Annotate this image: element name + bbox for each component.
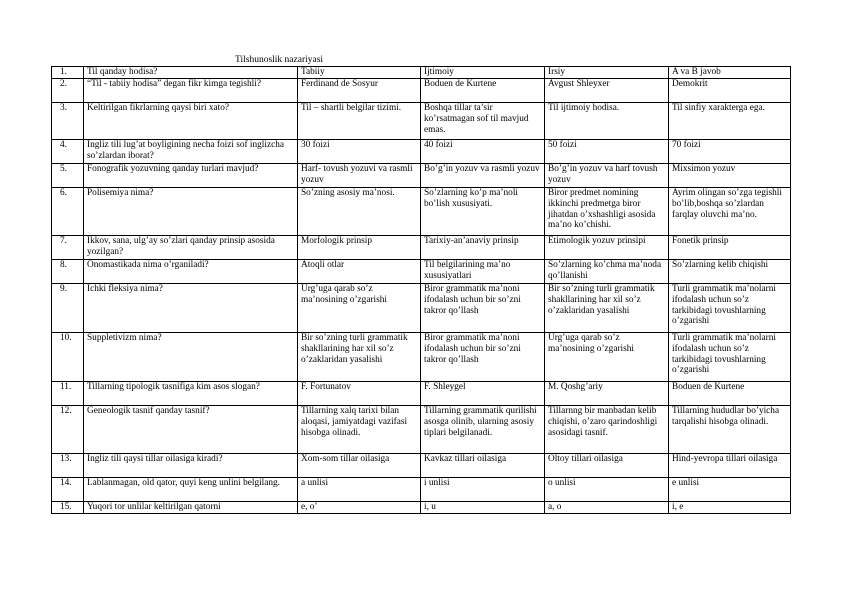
table-row: [52, 67, 791, 79]
question-text: Ichki fleksiya nima?: [84, 284, 298, 333]
option-c: Bir so’zning turli grammatik shakllarining har xil so’z o’zaklaridan yasalishi: [545, 284, 669, 333]
question-text: Geneologik tasnif qanday tasnif?: [84, 406, 298, 454]
question-text: Polisemiya nima?: [84, 188, 298, 236]
table-row: [52, 284, 791, 333]
option-b: Biror grammatik ma’noni ifodalash uchun bir so’zni takror qo’llash: [421, 284, 545, 333]
option-c: Bo’g’in yozuv va harf tovush yozuv: [545, 164, 669, 188]
table-row: [52, 478, 791, 502]
question-text: Suppletivizm nima?: [84, 333, 298, 382]
option-a: Tabiiy: [298, 67, 421, 79]
table-row: [52, 236, 791, 260]
option-d: Turli grammatik ma’nolarni ifodalash uchun so’z tarkibidagi tovushlarning o’zgarishi: [669, 333, 791, 382]
quiz-table: [51, 66, 791, 514]
option-a: Morfologik prinsip: [298, 236, 421, 260]
question-number: 14.: [52, 478, 84, 502]
option-c: Til ijtimoiy hodisa.: [545, 103, 669, 140]
option-a: Atoqli otlar: [298, 260, 421, 284]
question-number: 4.: [52, 140, 84, 164]
question-number: 5.: [52, 164, 84, 188]
option-c: Irsiy: [545, 67, 669, 79]
question-number: 8.: [52, 260, 84, 284]
option-b: Tillarning grammatik qurilishi asosga olinib, ularning asosiy tiplari belgilanadi.: [421, 406, 545, 454]
option-a: Bir so’zning turli grammatik shakllarining har xil so’z o’zaklaridan yasalishi: [298, 333, 421, 382]
option-c: Urg’uga qarab so’z ma’nosining o’zgarishi: [545, 333, 669, 382]
option-c: M. Qoshg’ariy: [545, 382, 669, 406]
table-row: [52, 164, 791, 188]
question-number: 10.: [52, 333, 84, 382]
option-a: e, o’: [298, 502, 421, 514]
option-a: Harf- tovush yozuvi va rasmli yozuv: [298, 164, 421, 188]
option-d: Ayrim olingan so’zga tegishli bo’lib,boshqa so’zlardan farqlay oluvchi ma’no.: [669, 188, 791, 236]
option-d: Boduen de Kurtene: [669, 382, 791, 406]
option-c: Tillarnng bir manbadan kelib chiqishi, o’zaro qarindoshligi asosidagi tasnif.: [545, 406, 669, 454]
question-number: 12.: [52, 406, 84, 454]
option-a: Ferdinand de Sosyur: [298, 79, 421, 103]
question-number: 3.: [52, 103, 84, 140]
option-b: Tarixiy-an’anaviy prinsip: [421, 236, 545, 260]
option-d: A va B javob: [669, 67, 791, 79]
table-row: [52, 333, 791, 382]
option-a: Tillarning xalq tarixi bilan aloqasi, jamiyatdagi vazifasi hisobga olinadi.: [298, 406, 421, 454]
option-c: Avgust Shleyxer: [545, 79, 669, 103]
option-b: Boshqa tillar ta’sir ko’rsatmagan sof til mavjud emas.: [421, 103, 545, 140]
option-d: Mixsimon yozuv: [669, 164, 791, 188]
question-text: Til qanday hodisa?: [84, 67, 298, 79]
option-a: F. Fortunatov: [298, 382, 421, 406]
option-a: Urg’uga qarab so’z ma’nosining o’zgarishi: [298, 284, 421, 333]
option-b: F. Shleygel: [421, 382, 545, 406]
option-d: Tillarning hududlar bo’yicha tarqalishi hisobga olinadi.: [669, 406, 791, 454]
option-d: Til sinfiy xarakterga ega.: [669, 103, 791, 140]
option-c: 50 foizi: [545, 140, 669, 164]
question-number: 9.: [52, 284, 84, 333]
table-row: [52, 103, 791, 140]
question-text: Ikkov, sana, ulg’ay so’zlari qanday prinsip asosida yozilgan?: [84, 236, 298, 260]
table-row: [52, 454, 791, 478]
question-text: Onomastikada nima o’rganiladi?: [84, 260, 298, 284]
option-d: Fonetik prinsip: [669, 236, 791, 260]
option-b: Boduen de Kurtene: [421, 79, 545, 103]
option-a: 30 foizi: [298, 140, 421, 164]
option-b: 40 foizi: [421, 140, 545, 164]
option-a: a unlisi: [298, 478, 421, 502]
question-number: 13.: [52, 454, 84, 478]
table-row: [52, 140, 791, 164]
table-row: [52, 502, 791, 514]
question-text: “Til - tabiiy hodisa” degan fikr kimga tegishli?: [84, 79, 298, 103]
option-d: Demokrit: [669, 79, 791, 103]
table-row: [52, 188, 791, 236]
question-number: 15.: [52, 502, 84, 514]
table-row: [52, 406, 791, 454]
question-text: Keltirilgan fikrlarning qaysi biri xato?: [84, 103, 298, 140]
option-c: Etimologik yozuv prinsipi: [545, 236, 669, 260]
question-text: Ingliz tili qaysi tillar oilasiga kiradi?: [84, 454, 298, 478]
option-a: Xom-som tillar oilasiga: [298, 454, 421, 478]
question-number: 11.: [52, 382, 84, 406]
question-number: 7.: [52, 236, 84, 260]
option-d: e unlisi: [669, 478, 791, 502]
option-d: Hind-yevropa tillari oilasiga: [669, 454, 791, 478]
option-b: i unlisi: [421, 478, 545, 502]
question-number: 6.: [52, 188, 84, 236]
option-b: i, u: [421, 502, 545, 514]
option-b: So’zlarning ko’p ma’noli bo’lish xususiyati.: [421, 188, 545, 236]
option-d: Turli grammatik ma’nolarni ifodalash uchun so’z tarkibidagi tovushlarning o’zgarishi: [669, 284, 791, 333]
question-text: Tillarning tipologik tasnifiga kim asos slogan?: [84, 382, 298, 406]
option-b: Til belgilarining ma’no xususiyatlari: [421, 260, 545, 284]
option-b: Biror grammatik ma’noni ifodalash uchun bir so’zni takror qo’llash: [421, 333, 545, 382]
option-a: Til – shartli belgilar tizimi.: [298, 103, 421, 140]
question-text: Yuqori tor unlilar keltirilgan qatorni: [84, 502, 298, 514]
page-title: Tilshunoslik nazariyasi: [235, 55, 324, 65]
question-number: 1.: [52, 67, 84, 79]
option-b: Bo’g’in yozuv va rasmli yozuv: [421, 164, 545, 188]
question-text: Ingliz tili lug’at boyligining necha foizi sof inglizcha so’zlardan iborat?: [84, 140, 298, 164]
option-c: a, o: [545, 502, 669, 514]
question-text: Fonografik yozuvning qanday turlari mavjud?: [84, 164, 298, 188]
option-d: 70 foizi: [669, 140, 791, 164]
option-d: i, e: [669, 502, 791, 514]
option-c: Oltoy tillari oilasiga: [545, 454, 669, 478]
table-row: [52, 260, 791, 284]
option-b: Kavkaz tillari oilasiga: [421, 454, 545, 478]
question-text: Lablanmagan, old qator, quyi keng unlini belgilang.: [84, 478, 298, 502]
option-a: So’zning asosiy ma’nosi.: [298, 188, 421, 236]
option-d: So’zlarning kelib chiqishi: [669, 260, 791, 284]
option-c: Biror predmet nomining ikkinchi predmetga biror jihatdan o’xshashligi asosida ma’no ko’chishi.: [545, 188, 669, 236]
question-number: 2.: [52, 79, 84, 103]
option-c: o unlisi: [545, 478, 669, 502]
option-b: Ijtimoiy: [421, 67, 545, 79]
table-row: [52, 79, 791, 103]
table-row: [52, 382, 791, 406]
option-c: So’zlarning ko’chma ma’noda qo’llanishi: [545, 260, 669, 284]
